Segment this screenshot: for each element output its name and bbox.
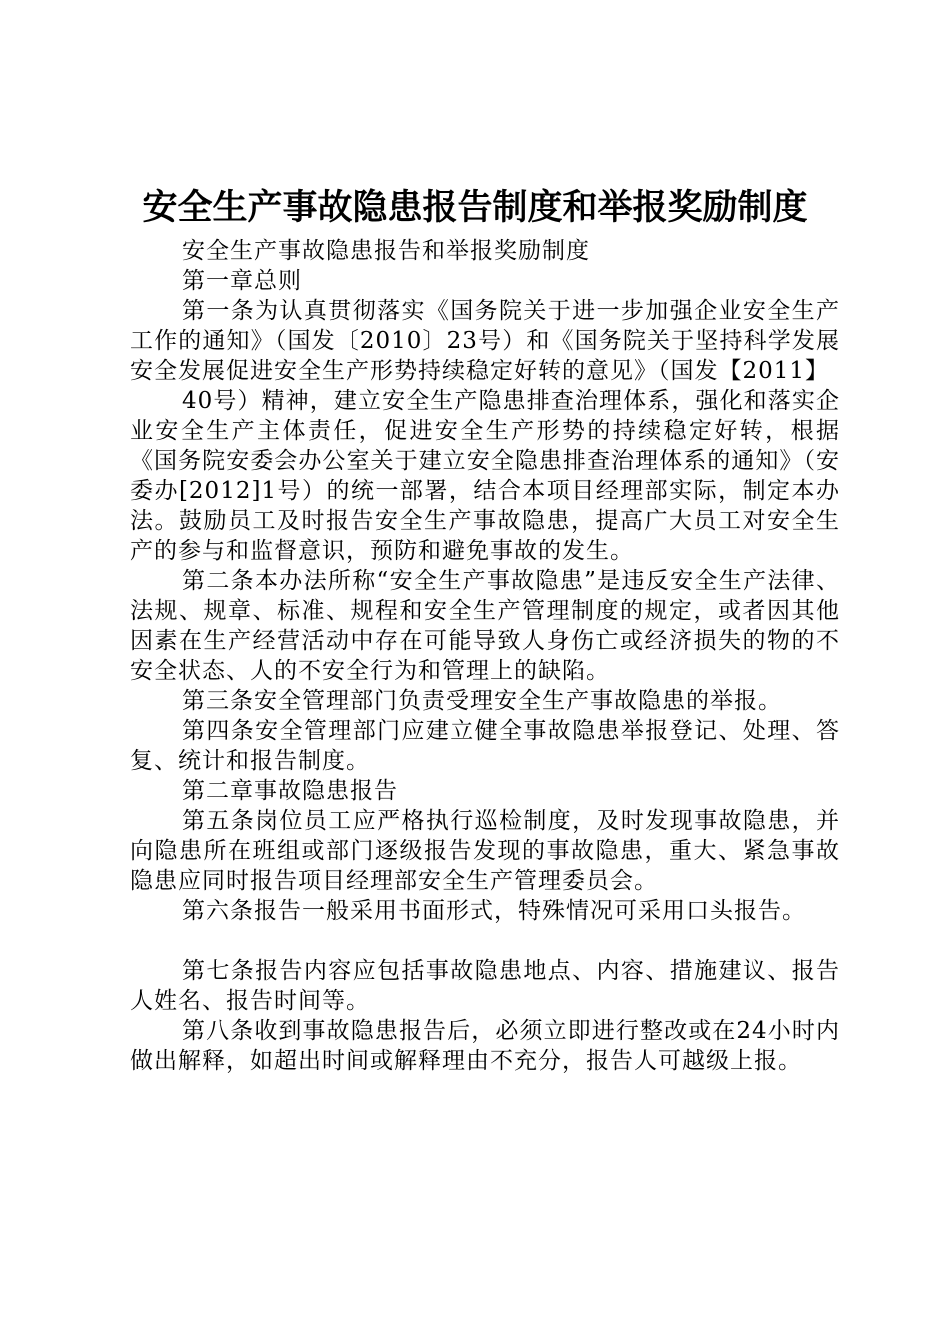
article-1-continued-paragraph: 40号）精神，建立安全生产隐患排查治理体系，强化和落实企业安全生产主体责任，促进安全生产形势的持续稳定好转，根据《国务院安委会办公室关于建立安全隐患排查治理体系的通知》（安委办[2012]1号）的统一部署，结合本项目经理部实际，制定本办法。鼓励员工及时报告安全生产事故隐患，提高广大员工对安全生产的参与和监督意识，预防和避免事故的发生。 [130,388,840,564]
document-body [130,236,840,1076]
paragraph-gap [130,926,840,956]
article-8-paragraph: 第八条收到事故隐患报告后，必须立即进行整改或在24小时内做出解释，如超出时间或解释理由不充分，报告人可越级上报。 [130,1018,840,1074]
article-3-paragraph: 第三条安全管理部门负责受理安全生产事故隐患的举报。 [182,688,782,714]
subtitle-paragraph: 安全生产事故隐患报告和举报奖励制度 [182,238,590,264]
article-4-paragraph: 第四条安全管理部门应建立健全事故隐患举报登记、处理、答复、统计和报告制度。 [130,718,840,774]
chapter-heading-2: 第二章事故隐患报告 [182,778,398,804]
article-6-paragraph: 第六条报告一般采用书面形式，特殊情况可采用口头报告。 [182,898,806,924]
article-5-paragraph: 第五条岗位员工应严格执行巡检制度，及时发现事故隐患，并向隐患所在班组或部门逐级报告发现的事故隐患，重大、紧急事故隐患应同时报告项目经理部安全生产管理委员会。 [130,808,840,894]
article-1-paragraph: 第一条为认真贯彻落实《国务院关于进一步加强企业安全生产工作的通知》（国发〔2010〕23号）和《国务院关于坚持科学发展安全发展促进安全生产形势持续稳定好转的意见》（国发【2011】 [130,298,840,384]
article-2-paragraph: 第二条本办法所称“安全生产事故隐患”是违反安全生产法律、法规、规章、标准、规程和安全生产管理制度的规定，或者因其他因素在生产经营活动中存在可能导致人身伤亡或经济损失的物的不安全状态、人的不安全行为和管理上的缺陷。 [130,568,840,684]
chapter-heading-1: 第一章总则 [182,268,302,294]
article-7-paragraph: 第七条报告内容应包括事故隐患地点、内容、措施建议、报告人姓名、报告时间等。 [130,958,840,1014]
document-title: 安全生产事故隐患报告制度和举报奖励制度 [142,187,808,228]
